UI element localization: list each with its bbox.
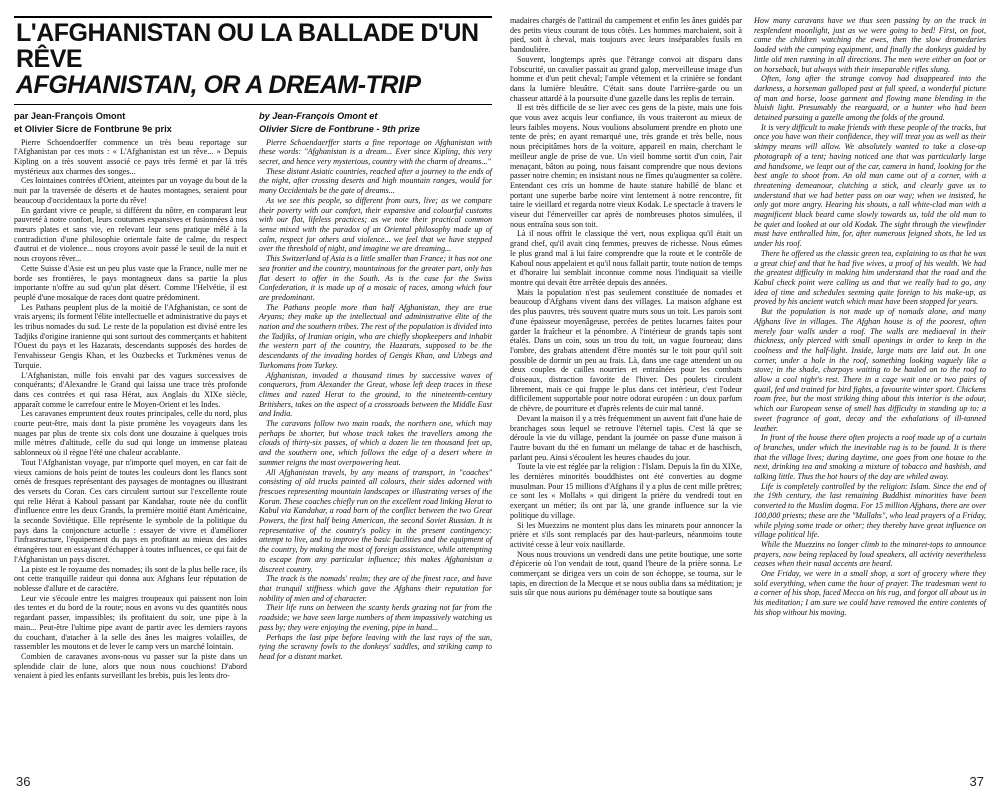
spread-content <box>14 16 986 756</box>
page-title: L'AFGHANISTAN OU LA BALLADE D'UN RÊVE <box>16 19 479 73</box>
paragraph: Nous nous trouvions un vendredi dans une petite boutique, une sorte d'épicerie où l'on vendait de tout, quand l'heure de la prière sonna. Le commerçant se dirigea vers un coin de son échoppe, se tourna, sur le tapis, en direction de la Mecque et se nous oublia dans sa méditation; je suis sûr que nous aurions pu déménager toute sa boutique sans <box>510 549 742 598</box>
paragraph: Devant la maison il y a très fréquemment un auvent fait d'une haie de branchages sous lequel se retrouve l'éternel tapis. C'est là que se déroule la vie du village, pendant la journée on passe d'une maison à l'autre buvant du thé en fumant un mélange de tabac et de haschisch, parlant peu. Ainsi s'écoulent les heures chaudes du jour. <box>510 413 742 462</box>
paragraph: Pierre Schoendaerffer starts a fine reportage on Afghanistan with these words: "Afghanistan is a dream... Ever since Kipling, this very secret, and hence very mysterious, country with the charm of dreams..." <box>259 137 492 167</box>
byline-fr-line2: et Olivier Sicre de Fontbrune 9e prix <box>14 124 172 135</box>
article-title-block <box>14 16 492 105</box>
paragraph: En gardant vivre ce peuple, si différent du nôtre, en comparant leur pauvreté à notre confort, leurs coutumes expansives et fusionnées à nos mœurs plates et sans vie, en relevant leur sens pratique mêlé à la contradiction d'une philosophie orientale faite de calme, du respect d'autrui et de violence... nous croyons avoir passé le seuil de la nuit et nous croyons rêver... <box>14 205 247 264</box>
page-number-left: 36 <box>16 774 31 789</box>
paragraph: Il est très difficile de se lier avec ces gens de la piste, mais une fois que vous avez acquis leur confiance, ils vous traiteront au mieux de leurs faibles moyens. Nous voulions absolument prendre en photo une tente de près; en ayant remarqué une, très grande et très belle, nous nous précipitâmes hors de la voiture, appareil en main, cherchant le meilleur angle de prise de vue. Un vieil homme sortit d'un coin, l'air menaçant, bâton au poing, nous faisant comprendre que nous devions passer notre chemin; en insistant nous ne fîmes qu'augmenter sa colère. Entendant ces cris un homme de haute stature habillé de blanc et portant une superbe barbe noire vint lentement à notre rencontre, fit taire le vieillard et regarda notre vieux Kodak. Le spectacle à travers le viseur dut l'émerveiller car après de nombreuses photos simulées, il nous entraîna sous son toit. <box>510 103 742 229</box>
byline-en-line2: Olivier Sicre de Fontbrune - 9th prize <box>259 124 420 135</box>
byline-en-line1: by Jean-François Omont et <box>259 110 378 121</box>
paragraph: Souvent, longtemps après que l'étrange convoi ait disparu dans l'obscurité, un cavalier passait au grand galop, merveilleuse image d'un homme et d'un petit cheval; l'ample vêtement et la crinière se fondant dans la lumière bleuâtre. C'était sans doute l'arrière-garde ou un chasseur attardé à la poursuite d'une gazelle dans les replis de terrain. <box>510 54 742 103</box>
paragraph: Pierre Schoendoerffer commence un très beau reportage sur l'Afghanistan par ces mots : « L'Afghanistan est un rêve... » Depuis Kipling on a très souvent associé ce pays très fermé et par là très mystérieux aux charmes des songes... <box>14 137 247 176</box>
paragraph: Perhaps the last pipe before leaving with the last rays of the sun, tying the scrawny fowls to the donkeys' saddles, and striking camp to head for a distant market. <box>259 632 492 661</box>
byline-fr-line1: par Jean-François Omont <box>14 110 126 121</box>
paragraph: Ces lointaines contrées d'Orient, atteintes par un voyage du bout de la nuit par la traversée de déserts et de hautes montagnes, seraient pour beaucoup d'occidentaux la porte du rêve! <box>14 176 247 205</box>
left-page-columns <box>14 111 492 682</box>
left-column-french <box>14 111 247 682</box>
paragraph: Toute la vie est réglée par la religion : l'Islam. Depuis la fin du XIXe, les dernières minorités bouddhistes ont été converties au dogme musulman. Pour 15 millions d'Afghans il y a plus de cent mille prêtres; ce sont les « Mollahs » qui dirigent la prière du vendredi tout en exerçant un métier; ils ont par là, une grande influence sur la vie politique du village. <box>510 462 742 520</box>
paragraph: Their life runs on between the scanty herds grazing not far from the roadside; we have seen large numbers of them impassively watching us pass by; they were enjoying the evening, pipe in hand... <box>259 603 492 632</box>
paragraph: Mais la population n'est pas seulement constituée de nomades et beaucoup d'Afghans vivent dans des villages. La maison afghane est des plus pauvres, très souvent quatre murs sous un toit. Les parois sont d'une épaisseur moyenâgeuse, percées de petites lucarnes faites pour garder la fraîcheur et la pénombre. A l'intérieur de grands tapis sont étalés. Dans un coin, sous un trou du toit, un vague fourneau; dans l'ombre, des grabats attendent d'être montés sur le toit pour qu'il soit possible de dormir un peu au frais. Là, dans une cage attendent un ou deux couples de cailles nourries et entraînées pour les combats d'oiseaux, distraction favorite de l'hiver. Des poulets circulent librement, mais ce qui frappe le plus dans cet intérieur, c'est l'odeur difficilement supportable pour notre odorat européen : un doux parfum de chèvre, de pourriture et d'après relents de cuir mal tanné. <box>510 287 742 414</box>
paragraph: The Pathans people more than half Afghanistan, they are true Aryans; they make up the intellectual and administrative élite of the nation and the southern tribes. The rest of the population is divided into the Tadjiks, of Iranian origin, who are chiefly shopkeepers and inhabit the western part of the country, the Hazarats, supposed to be the descendants of the invading hordes of Gengis Khan, and Uzbegs and Turkomans from Turkey. <box>259 302 492 370</box>
paragraph: Là il nous offrit le classique thé vert, nous expliqua qu'il était un grand chef, qu'il avait cinq femmes, preuves de richesse. Nous eûmes le plus grand mal à lui faire comprendre que la route et le contrôle de Kaboul nous appelaient et qu'il nous fallait partir, toute notion de temps et d'horaire lui semblait inconnue comme nous l'indiquait sa vieille montre qui devait être arrêtée depuis des années. <box>510 229 742 287</box>
page-number-right: 37 <box>969 774 984 789</box>
paragraph: Afghanistan, invaded a thousand times by successive waves of conquerors, from Alexander the Great, whose left deep traces in these climes and razed Herat to the ground, to the nineteenth-century Britishers, takes on the aspect of a crossroads between the Middle East and India. <box>259 370 492 419</box>
left-column-english <box>259 111 492 682</box>
left-page <box>14 16 500 756</box>
paragraph: Les caravanes empruntent deux routes principales, celle du nord, plus courte peut-être, mais dont la piste promène les voyageurs dans les nuages par plus de trente six cols dont une douzaine à quelques trois mille mètres d'altitude, celle du sud qui longe un immense plateau sablonneux où il règne l'été une chaleur accablante. <box>14 409 247 458</box>
paragraph: While the Muezzins no longer climb to the minaret-tops to announce prayers, now being replaced by loud speakers, all activity nevertheless ceases when their nasal accents are heard. <box>754 539 986 569</box>
paragraph: Life is completely controlled by the religion: Islam. Since the end of the 19th century, the last remaining Buddhist minorities have been converted to the Muslim dogma. For 15 million Afghans, there are over 100,000 priests; these are the "Mullahs", who lead prayers of a Friday, while plying some trade or other; they thereby have great influence on village political life. <box>754 481 986 540</box>
paragraph: Cette Suisse d'Asie est un peu plus vaste que la France, nulle mer ne borde ses frontières, le pays montagneux dans sa partie la plus importante n'offre au sud qu'un plat désert. Comme l'Helvétie, il est peuplé d'une mosaïque de races dont quatre prédominent. <box>14 263 247 302</box>
paragraph: The track is the nomads' realm; they are of the finest race, and have that tranquil stiffness which gave the Afghans their reputation for nobility of mien and of character. <box>259 574 492 603</box>
paragraph: How many caravans have we thus seen passing by on the track in resplendent moonlight, just as we were going to bed! First, on foot, came the children watching the ewes, then the slow dromedaries loaded with the camping equipment, and finally the donkeys guided by little old men running in all directions. The men were either on foot or on horseback, but always with their inseparable rifles slung. <box>754 16 986 74</box>
paragraph: It is very difficult to make friends with these people of the tracks, but once you have won their confidence, they will treat you as well as their skimpy means will allow. We absolutely wanted to take a close-up photograph of a tent; having noticed one that was particularly large and handsome, we leapt out of the car, camera in hand, looking for the best angle to shoot from. An old man came out of a corner, with a threatening demeanour, clutching a stick, and clearly gave us to understand that we had better pass on our way; when we insisted, he only got more angry. Hearing his shouts, a tall white-clad man with a magnificent black beard came slowly towards us, told the old man to be quiet and looked at our old Kodak. The sight through the viewfinder must have enthralled him, for, after numerous feigned shots, he led us under his roof. <box>754 122 986 249</box>
paragraph: La piste est le royaume des nomades; ils sont de la plus belle race, ils ont cette tranquille raideur qui donna aux Afghans leur réputation de noblesse d'allure et de caractère. <box>14 564 247 593</box>
right-column-french <box>510 16 742 618</box>
paragraph: This Switzerland of Asia is a little smaller than France; it has not one sea frontier and the country, mountainous for the greater part, only has flat desert to offer in the South. As is the case for the Swiss Confederation, it is made up of a mosaic of races, among which four are predominant. <box>259 254 492 302</box>
paragraph: But the population is not made up of nomads alone, and many Afghans live in villages. The Afghan house is of the poorest, often merely four walls under a roof. The walls are mediaeval in their thickness, only pierced with small openings in order to keep in the coolness and the half-light. Inside, large mats are laid out. In one corner, under a hole in the roof, something looking vaguely like a stove; in the shade, charpoys waiting to be hauled on to the roof to allow a cool night's rest. There in a cage wait one or two pairs of quail, fed and trained for bird fights, a favourite winter sport. Chickens roam free, but the most striking thing about this interior is the odour, which our European sense of smell has difficulty in standing up to: a sweet fragrance of goat, decay and the exhalations of ill-tanned leather. <box>754 307 986 433</box>
paragraph: As we see this people, so different from ours, live; as we compare their poverty with our comfort, their expansive and colourful customs with our flat, lifeless practices; as we note their practical common sense mixed with the paradox of an Oriental philosophy made up of calm, respect for others and violence... we feel that we have stepped over the threshold of night, and imagine we are dreaming... <box>259 195 492 254</box>
paragraph: Si les Muezzins ne montent plus dans les minarets pour annoncer la prière et s'ils sont remplacés par des haut-parleurs, néanmoins toute activité cesse à leur voix nasillarde. <box>510 520 742 549</box>
paragraph: L'Afghanistan, mille fois envahi par des vagues successives de conquérants; d'Alexandre le Grand qui laissa une trace très profonde dans ces contrées et qui rasa Hérat, aux Anglais du XIXe siècle, apparaît comme le carrefour entre le Moyen-Orient et les Indes. <box>14 370 247 409</box>
paragraph: The caravans follow two main roads, the northern one, which may perhaps be shorter, but whose track takes the travellers among the clouds of thirty-six passes, of which a dozen lie ten thousand feet up, and the southern one, which follows the edge of a desert where in summer reigns the most overpowering heat. <box>259 419 492 467</box>
paragraph: In front of the house there often projects a roof made up of a curtain of branches, under which the inevitable rug is to be found. It is there that the village lives; during daytime, one goes from one house to the next, drinking tea and smoking a mixture of tobacco and hashish, and talking little. Thus the hot hours of the day are whiled away. <box>754 433 986 482</box>
paragraph: madaires chargés de l'attirail du campement et enfin les ânes guidés par des petits vieux courant de tous côtés. Les hommes marchaient, soit à pied, soit à cheval, mais toujours avec leurs inséparables fusils en bandoulière. <box>510 16 742 55</box>
paragraph: All Afghanistan travels, by any means of transport, in "coaches" consisting of old trucks painted all colours, their sides adorned with frescoes representing mountain landscapes or illustrating verses of the Koran. These coaches chiefly run on the excellent road linking Herat to Kabul via Kandahar, a road born of the conflict between the two Great Powers, the first half being American, the second Soviet Russian. It is representative of the country's policy in the present contingency: attempt to live, and to improve the basic facilities and the equipment of the country, by making the most of foreign assistance, while attempting to escape from any particular influence; this makes Afghanistan a discreet country. <box>259 467 492 574</box>
paragraph: Les Pathans peuplent plus de la moitié de l'Afghanistan, ce sont de vrais aryens; ils forment l'élite intellectuelle et administrative du pays et les tribus nomades du sud. Le reste de la population est divisé entre les Tadjiks d'origine iranienne qui sont surtout des commerçants et habitent l'Ouest du pays et les Hazarats, descendants supposés des hordes de l'envahisseur Gengis Khan, et les Ouzbecks et Turkmènes venus de Turquie. <box>14 302 247 370</box>
right-column-english <box>754 16 986 618</box>
right-page <box>500 16 986 756</box>
paragraph: Combien de caravanes avons-nous vu passer sur la piste dans un splendide clair de lune, alors que nous nous couchions! D'abord venaient à pied les enfants surveillant les brebis, puis les lents dro- <box>14 651 247 681</box>
right-page-columns <box>510 16 986 618</box>
paragraph: Tout l'Afghanistan voyage, par n'importe quel moyen, en car fait de vieux camions de bois peint de toutes les couleurs dont les flancs sont ornés de fresques représentant des paysages de montagnes ou illustrant des versets du Coran. Ces cars circulent surtout sur l'excellente route qui relie Hérat à Kaboul passant par Kandahar, route née du conflit d'influence entre les deux Grands, la première moitié étant Américaine, la seconde Soviétique. Elle représente le symbole de la politique du pays dans la conjoncture actuelle : essayer de vivre et d'améliorer l'infrastructure, l'équipement du pays en profitant au mieux des aides étrangères tout en essayant d'échapper à toutes influences, ce qui fait de l'Afghanistan un pays discret. <box>14 457 247 564</box>
paragraph: Leur vie s'écoule entre les maigres troupeaux qui paissent non loin des tentes et du bord de la route; nous en avons vu des quantités nous regardant passer, impassibles; ils profitaient du soir, une pipe à la main... Peut-être l'ultime pipe avant de partir avec les derniers rayons du couchant, d'atacher à la selle des ânes les maigres volailles, de rassembler les moutons et de lever le camp vers un marché lointain. <box>14 593 247 652</box>
paragraph: One Friday, we were in a small shop, a sort of grocery where they sold everything, when came the hour of prayer. The tradesman went to a corner of his shop, faced Mecca on his rug, and forgot all about us in his meditation; I am sure we could have removed the entire contents of his shop without his moving. <box>754 569 986 617</box>
paragraph: There he offered us the classic green tea, explaining to us that he was a great chief and that he had five wives, a proof of his wealth. We had the greatest difficulty in making him understand that the road and the Kabul check point were calling us and that we really had to go, any idea of time and schedules seeming quite foreign to his make-up, as proved by his ancient watch which must have been stopped for years. <box>754 248 986 307</box>
paragraph: These distant Asiatic countries, reached after a journey to the ends of the night, after crossing deserts and high mountain ranges, would for many Occidentals be the gate of dreams... <box>259 166 492 196</box>
page-subtitle: AFGHANISTAN, OR A DREAM-TRIP <box>16 71 421 99</box>
paragraph: Often, long after the strange convoy had disappeared into the darkness, a horseman galloped past at full speed, a wonderful picture of man and horse, loose garment and flowing mane blending in the bluish light. Presumably the rearguard, or a hunter who had been detained pursuing a gazelle among the folds of the ground. <box>754 74 986 123</box>
